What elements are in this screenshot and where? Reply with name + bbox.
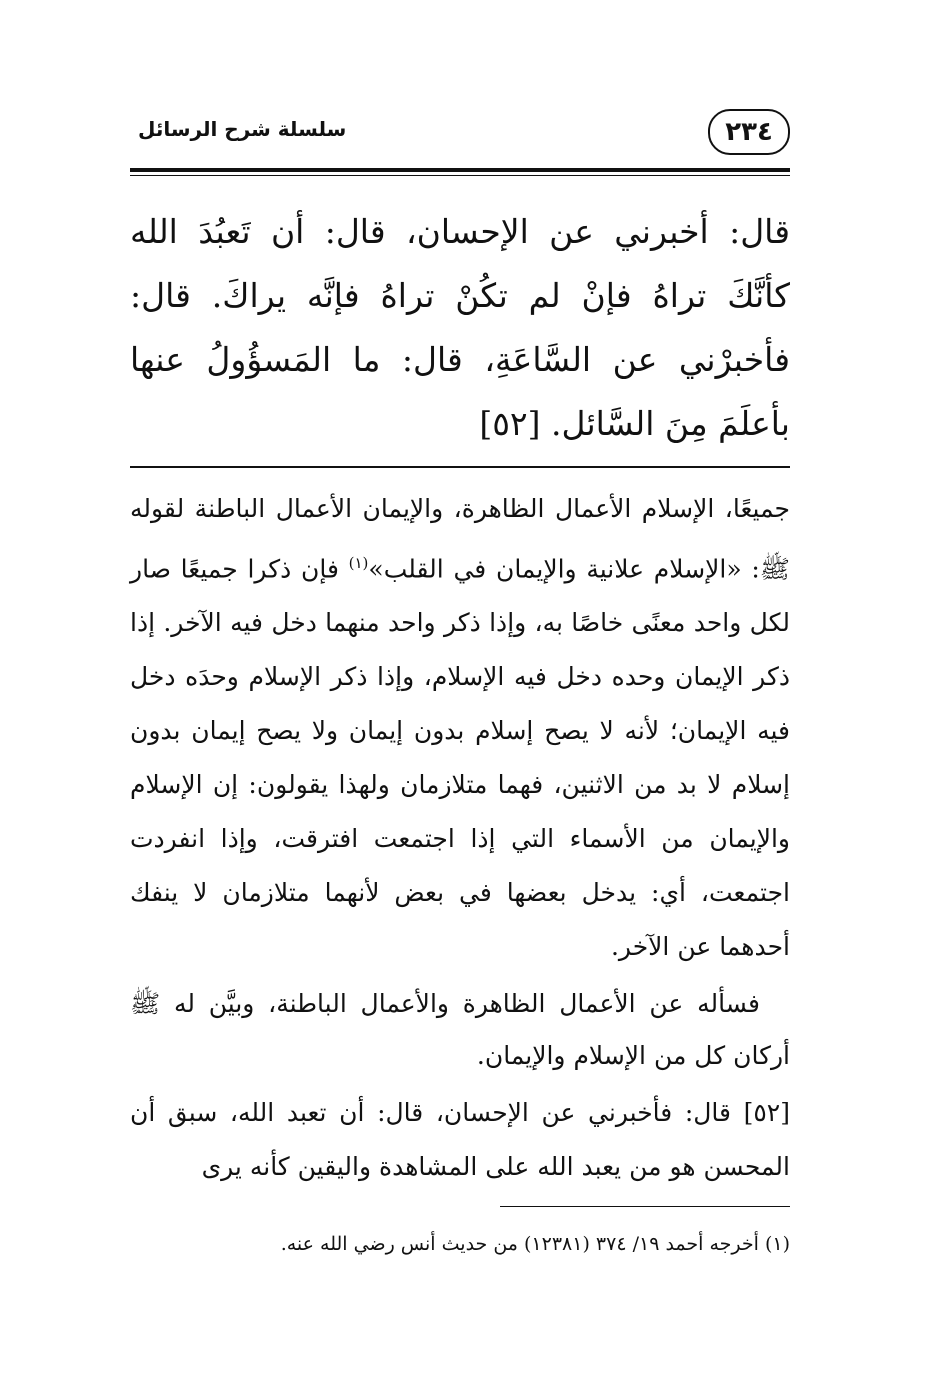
hadith-text: قال: أخبرني عن الإحسان، قال: أن تَعبُدَ الله كأنَّكَ تراهُ فإنْ لم تكُنْ تراهُ فإنَّه يراكَ. قال: فأخبرْني عن السَّاعَةِ، قال: ما المَسؤُولُ عنها بأعلَمَ مِنَ السَّائل. [٥٢] (130, 212, 790, 443)
commentary-text: جميعًا، الإسلام الأعمال الظاهرة، والإيمان الأعمال الباطنة لقوله ﷺ: «الإسلام علانية والإيمان في القلب» (130, 494, 790, 584)
header-rule-thick (130, 168, 790, 172)
header-rule-thin (130, 175, 790, 176)
commentary-paragraph: فسأله عن الأعمال الظاهرة والأعمال الباطنة، وبيَّن له ﷺ أركان كل من الإسلام والإيمان. (130, 989, 790, 1071)
commentary-text: فإن ذكرا جميعًا صار لكل واحد معنًى خاصًا به، وإذا ذكر واحد منهما دخل فيه الآخر. إذا ذكر الإيمان وحده دخل فيه الإسلام، وإذا ذكر الإسلام وحدَه دخل فيه الإيمان؛ لأنه لا يصح إسلام بدون إيمان ولا يصح إيمان بدون إسلام لا بد من الاثنين، فهما متلازمان ولهذا يقولون: إن الإسلام والإيمان من الأسماء التي إذا اجتمعت افترقت، وإذا انفردت اجتمعت، أي: يدخل بعضها في بعض لأنهما متلازمان لا ينفك أحدهما عن الآخر. (130, 554, 790, 962)
commentary-paragraph (130, 482, 790, 974)
series-title: سلسلة شرح الرسائل (138, 117, 347, 141)
commentary (130, 482, 790, 1194)
footnote-separator (500, 1206, 790, 1207)
footnote-reference: (١) (348, 554, 369, 572)
page-number-badge: ٢٣٤ (708, 109, 790, 155)
commentary-paragraph: [٥٢] قال: فأخبرني عن الإحسان، قال: أن تعبد الله، سبق أن المحسن هو من يعبد الله على المشاهدة واليقين كأنه يرى (130, 1098, 790, 1182)
section-separator (130, 466, 790, 468)
page-header (130, 105, 790, 165)
footnote: (١) أخرجه أحمد ١٩/ ٣٧٤ (١٢٣٨١) من حديث أنس رضي الله عنه. (280, 1233, 790, 1255)
